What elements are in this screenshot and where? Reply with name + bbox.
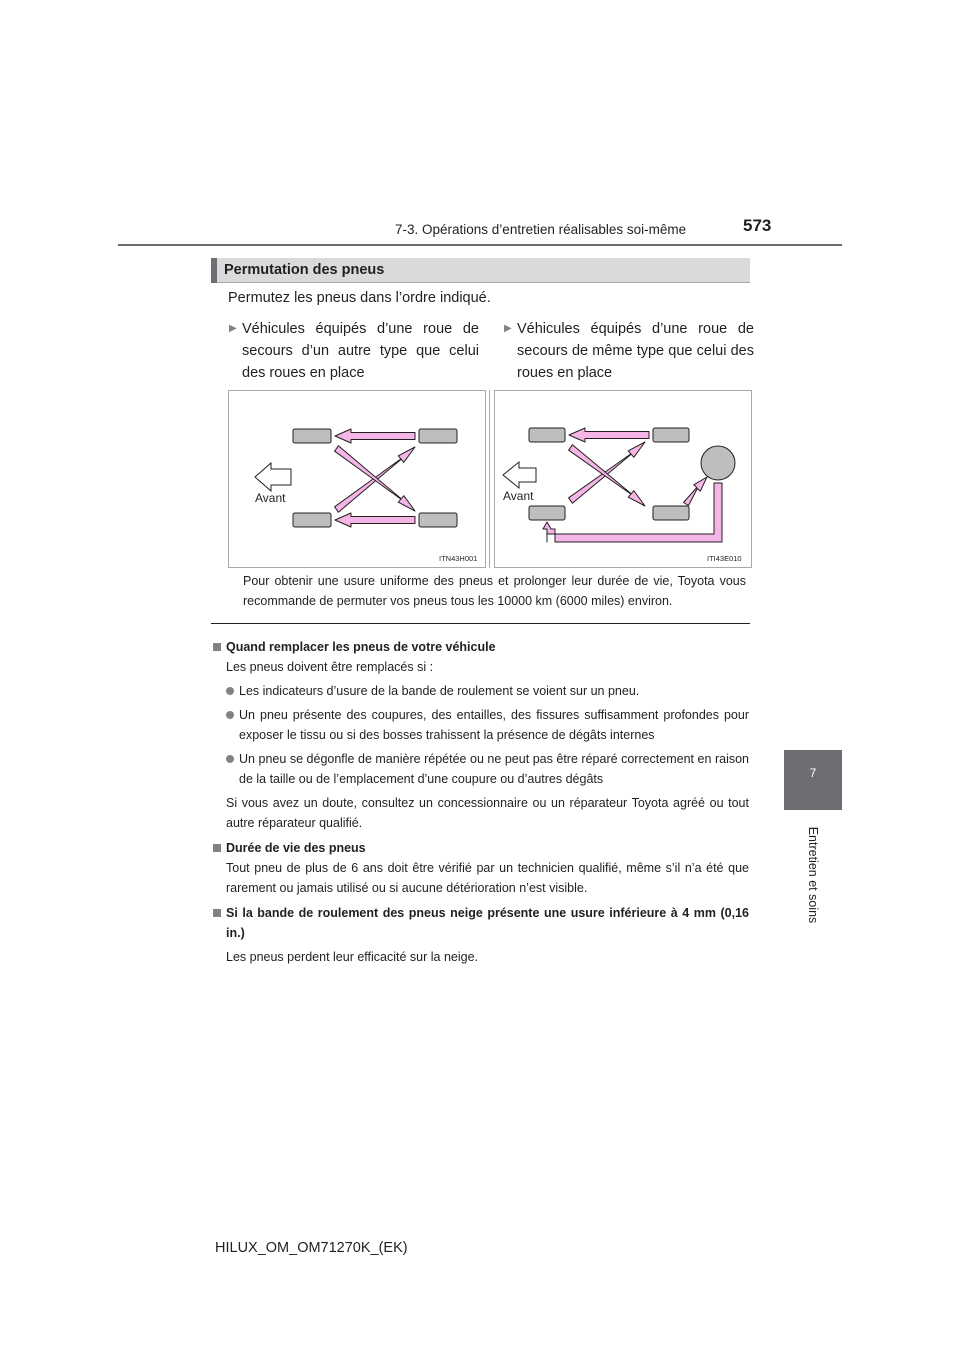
tire-rotation-diagram-1 <box>228 390 486 568</box>
case-text: Véhicules équipés d’une roue de secours d’un autre type que celui des roues en place <box>242 321 479 381</box>
case-label-different-spare <box>229 318 479 384</box>
tire-front-right <box>653 428 689 442</box>
paragraph: Les pneus perdent leur efficacité sur la neige. <box>226 950 479 964</box>
triangle-bullet-icon: ▶ <box>504 323 512 334</box>
section-header-mark <box>211 258 217 283</box>
tire-info-block <box>213 632 749 967</box>
case-text: Véhicules équipés d’une roue de secours de même type que celui des roues en place <box>517 321 754 381</box>
figure-code: ITN43H001 <box>439 554 478 563</box>
front-direction-arrow <box>503 462 536 488</box>
paragraph: Tout pneu de plus de 6 ans doit être vérifié par un technicien qualifié, même s’il n’a été que rarement ou jamais utilisé ou si aucune détérioration n’est visible. <box>226 861 749 895</box>
triangle-bullet-icon: ▶ <box>229 323 237 334</box>
subheading-snow-tires: Si la bande de roulement des pneus neige présente une usure inférieure à 4 mm (0,16 in.) <box>213 903 749 943</box>
front-label: Avant <box>503 489 534 503</box>
tire-rear-left <box>529 506 565 520</box>
rotation-diagram-svg-2 <box>495 391 751 567</box>
chapter-number: 7 <box>809 766 817 780</box>
intro-text: Permutez les pneus dans l’ordre indiqué. <box>228 290 491 306</box>
paragraph: Si vous avez un doute, consultez un concessionnaire ou un réparateur Toyota agréé ou tout autre réparateur qualifié. <box>226 796 749 830</box>
tire-front-left <box>529 428 565 442</box>
tire-rear-right <box>419 513 457 527</box>
tire-front-right <box>419 429 457 443</box>
tire-rear-left <box>293 513 331 527</box>
subheading-tire-life: Durée de vie des pneus <box>213 838 749 858</box>
bullet-item: Les indicateurs d’usure de la bande de roulement se voient sur un pneu. <box>213 681 749 701</box>
figure-separator <box>489 390 490 568</box>
section-title: Permutation des pneus <box>224 262 385 278</box>
front-label: Avant <box>255 491 286 505</box>
header-rule <box>118 244 842 246</box>
chapter-label <box>803 820 823 930</box>
tire-front-left <box>293 429 331 443</box>
chapter-label-text: Entretien et soins <box>806 826 820 924</box>
page-number: 573 <box>743 216 772 235</box>
spare-tire <box>701 446 735 480</box>
rotation-diagram-svg-1 <box>229 391 485 567</box>
figure-code: ITI43E010 <box>707 554 742 563</box>
arrow-front-right-to-left <box>335 429 415 443</box>
subheading-when-replace: Quand remplacer les pneus de votre véhicule <box>213 637 749 657</box>
tire-rotation-diagram-2 <box>494 390 752 568</box>
arrow-rear-right-to-left <box>335 513 415 527</box>
header-section-title: 7-3. Opérations d’entretien réalisables soi-même <box>395 222 687 237</box>
bullet-item: Un pneu présente des coupures, des entailles, des fissures suffisamment profondes pour exposer le tissu ou si des bosses trahissent la présence de dégâts internes <box>213 705 749 745</box>
arrow-front-right-to-left <box>569 428 649 442</box>
bullet-item: Un pneu se dégonfle de manière répétée ou ne peut pas être réparé correctement en raison de la taille ou de l’emplacement d’une coupure ou d’autres dégâts <box>213 749 749 789</box>
chapter-tab <box>784 750 842 810</box>
case-label-same-spare <box>504 318 754 384</box>
paragraph: Les pneus doivent être remplacés si : <box>226 660 434 674</box>
front-direction-arrow <box>255 463 291 491</box>
footer-doc-code: HILUX_OM_OM71270K_(EK) <box>215 1240 408 1256</box>
rotation-interval-note: Pour obtenir une usure uniforme des pneus et prolonger leur durée de vie, Toyota vous recommande de permuter vos pneus tous les 10000 km (6000 miles) environ. <box>243 574 746 608</box>
arrow-rear-right-to-spare <box>684 477 708 506</box>
tire-rear-right <box>653 506 689 520</box>
section-divider <box>211 623 750 624</box>
